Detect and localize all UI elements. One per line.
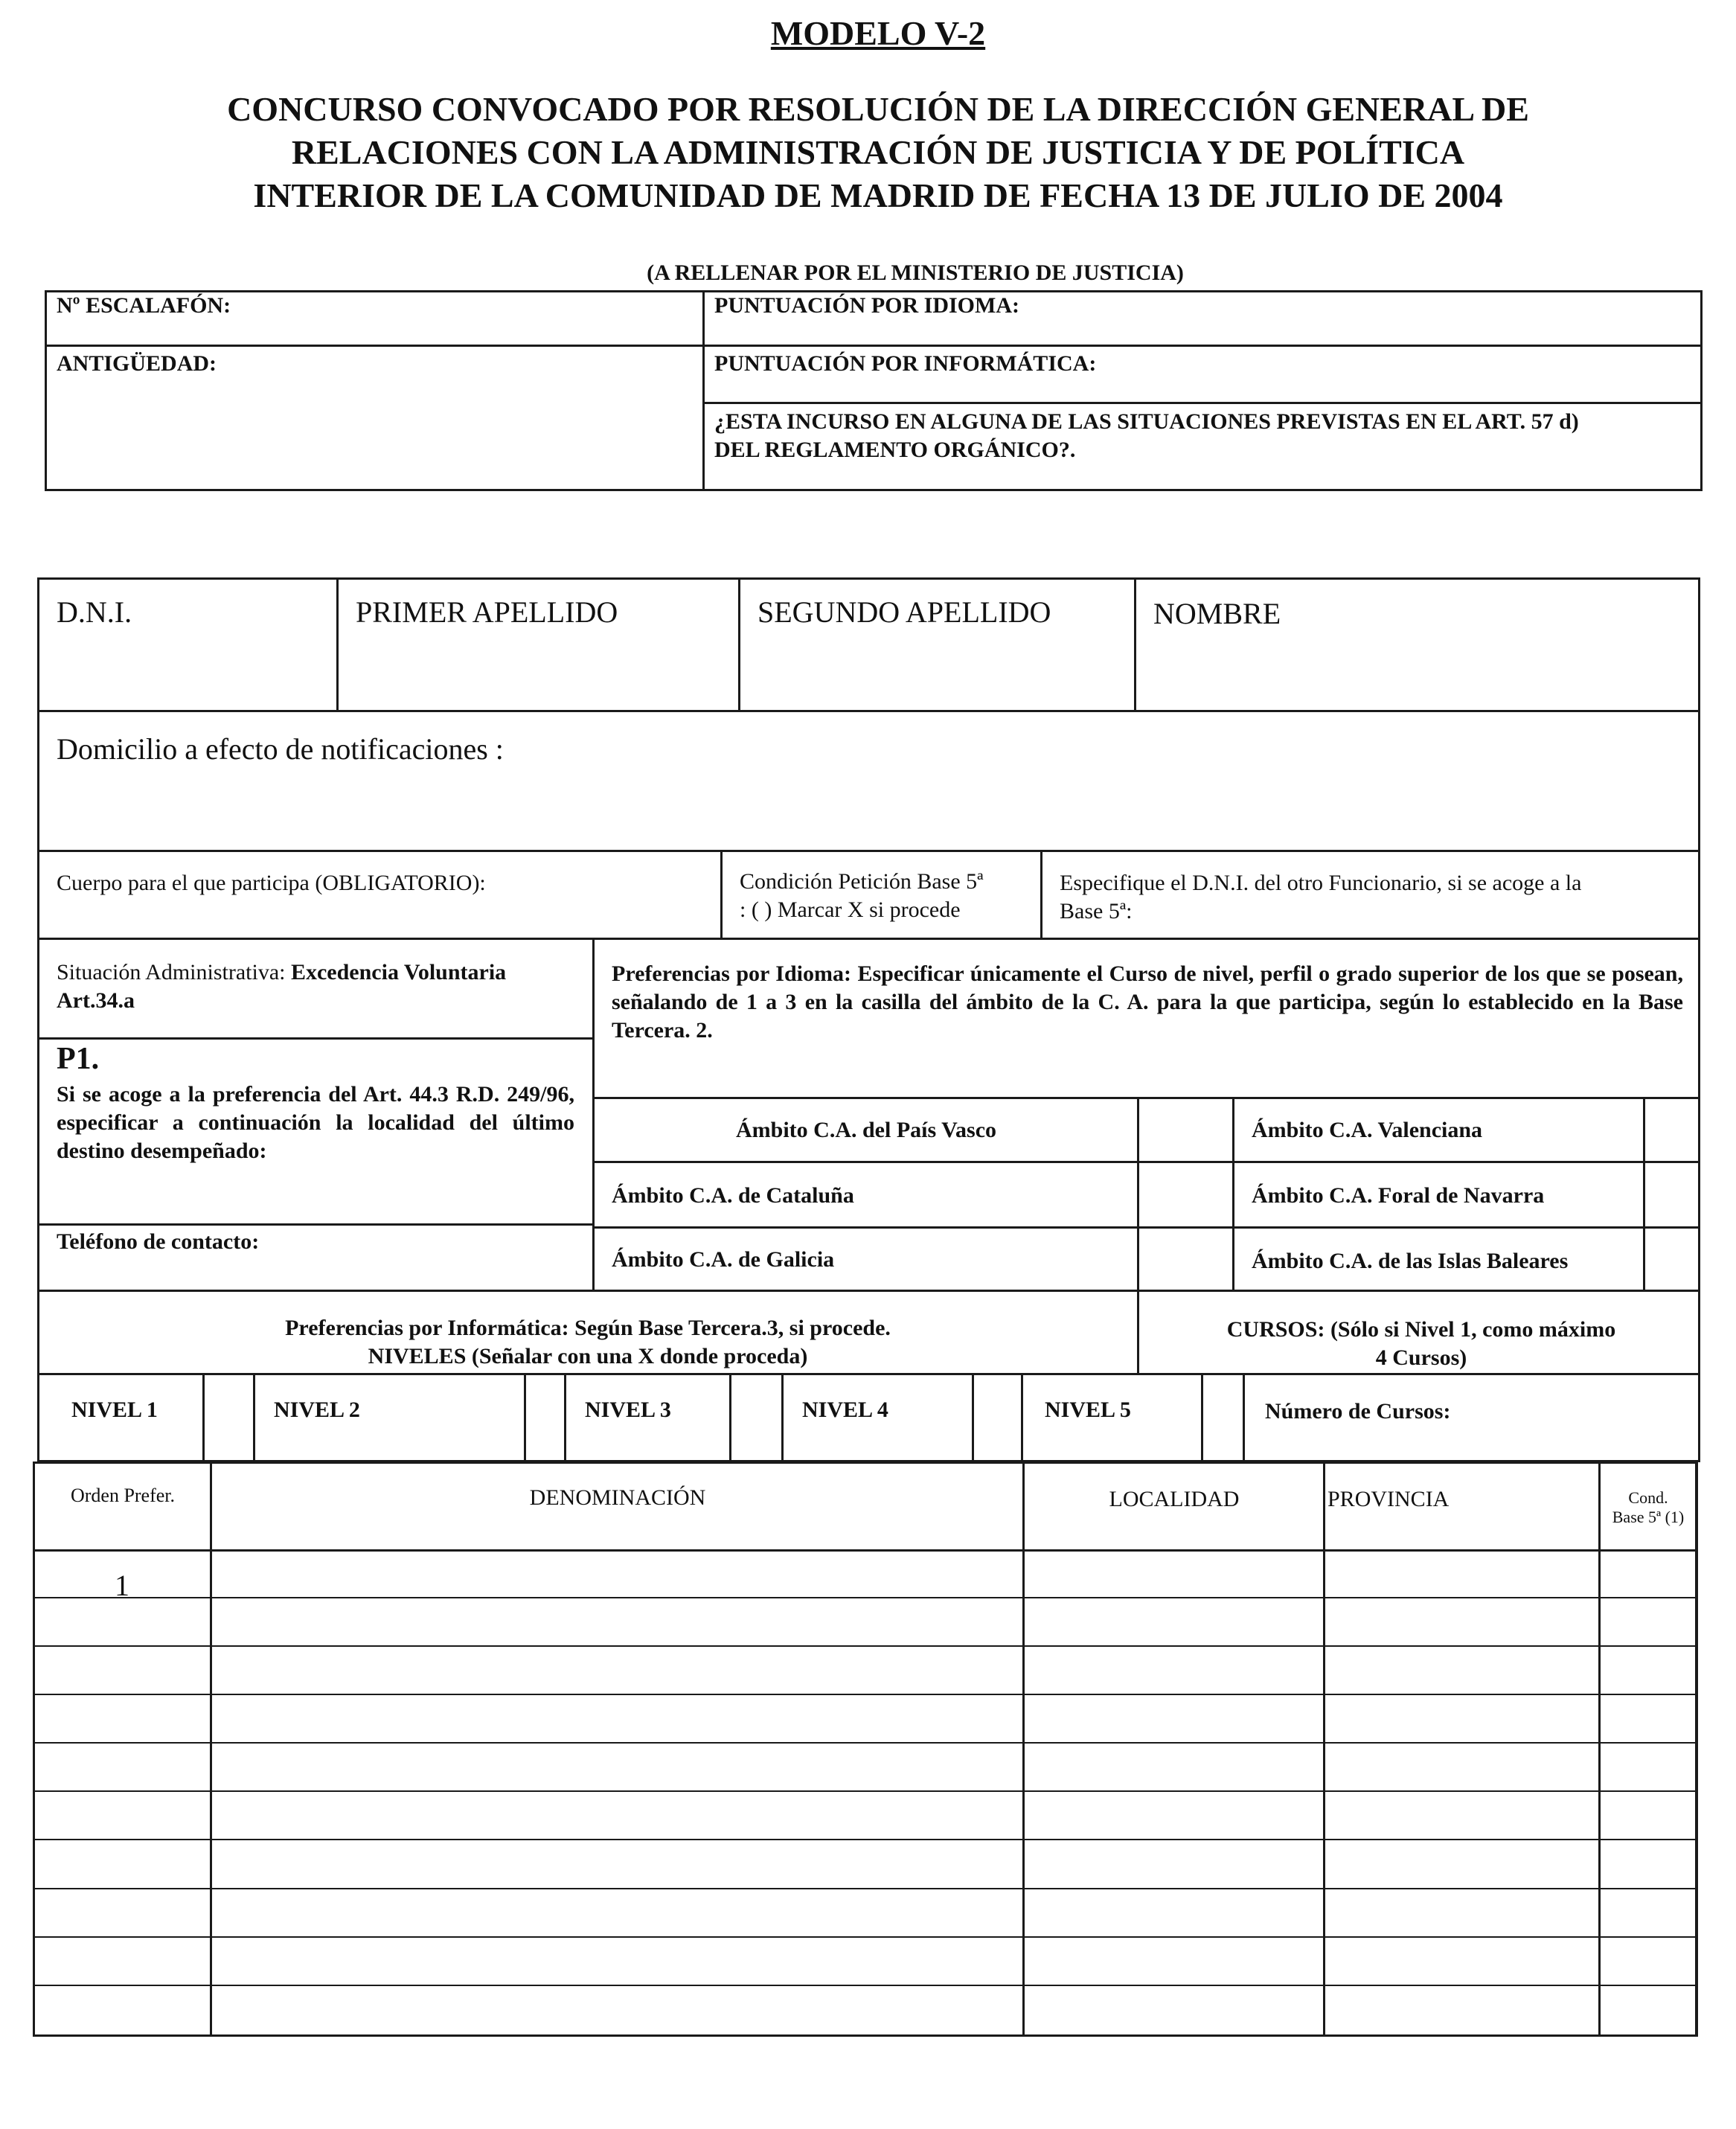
col-header-cond-1: Cond. [1628,1488,1668,1507]
nivel-3-box[interactable] [731,1377,781,1460]
nivel-1-box[interactable] [205,1377,253,1460]
cursos-line-1: CURSOS: (Sólo si Nivel 1, como máximo [1226,1317,1616,1342]
table-row[interactable] [35,1744,1695,1790]
nivel-2-box[interactable] [526,1377,564,1460]
nivel-3-label: NIVEL 3 [585,1398,671,1422]
table-row[interactable] [35,1695,1695,1742]
condicion-line-1: Condición Petición Base 5ª [740,869,984,894]
table-row[interactable] [35,1647,1695,1694]
condicion-line-2: : ( ) Marcar X si procede [740,897,961,922]
incurso-line-2: DEL REGLAMENTO ORGÁNICO?. [714,438,1076,462]
col-header-cond-2: Base 5ª (1) [1612,1508,1685,1526]
ambito-baleares-box[interactable] [1645,1229,1698,1290]
situacion-label: Situación Administrativa: [57,960,286,985]
nivel-2-label: NIVEL 2 [274,1398,360,1422]
table-row[interactable] [35,1552,1695,1597]
numero-cursos-field[interactable]: Número de Cursos: [1265,1399,1451,1424]
antiguedad-field[interactable]: ANTIGÜEDAD: [57,351,217,376]
especifique-line-2: Base 5ª: [1060,899,1133,923]
domicilio-field[interactable]: Domicilio a efecto de notificaciones : [57,732,504,766]
table-row[interactable] [35,1840,1695,1888]
informatica-line-2: NIVELES (Señalar con una X donde proceda) [368,1344,808,1368]
ambito-pais-vasco-box[interactable] [1139,1099,1232,1161]
escalafon-field[interactable]: Nº ESCALAFÓN: [57,293,231,318]
informatica-heading [45,1314,1131,1371]
condicion-peticion[interactable] [740,868,1037,924]
nivel-5-label: NIVEL 5 [1045,1398,1131,1422]
title-line-3: INTERIOR DE LA COMUNIDAD DE MADRID DE FECHA 13 DE JULIO DE 2004 [253,176,1503,214]
ministry-note: (A RELLENAR POR EL MINISTERIO DE JUSTICIA) [647,260,1184,285]
cuerpo-field[interactable]: Cuerpo para el que participa (OBLIGATORIO): [57,871,486,895]
ambito-valenciana: Ámbito C.A. Valenciana [1252,1118,1483,1142]
title-line-2: RELACIONES CON LA ADMINISTRACIÓN DE JUSTICIA Y DE POLÍTICA [291,133,1465,171]
col-header-denominacion: DENOMINACIÓN [529,1485,706,1510]
especifique-line-1: Especifique el D.N.I. del otro Funcionario, si se acoge a la [1060,871,1582,895]
puntuacion-informatica-field[interactable]: PUNTUACIÓN POR INFORMÁTICA: [714,351,1097,376]
ambito-baleares: Ámbito C.A. de las Islas Baleares [1252,1249,1569,1273]
ambito-valenciana-box[interactable] [1645,1099,1698,1161]
nombre-field[interactable]: NOMBRE [1153,597,1281,630]
dni-field[interactable]: D.N.I. [57,595,132,629]
table-row[interactable] [35,1889,1695,1936]
table-row[interactable] [35,1598,1695,1645]
ambito-cataluna: Ámbito C.A. de Cataluña [612,1183,854,1208]
nivel-4-box[interactable] [974,1377,1021,1460]
col-header-orden: Orden Prefer. [70,1485,176,1506]
title-line-1: CONCURSO CONVOCADO POR RESOLUCIÓN DE LA DIRECCIÓN GENERAL DE [227,90,1529,128]
situacion-administrativa [57,958,577,1015]
col-header-localidad: LOCALIDAD [1109,1487,1240,1511]
nivel-5-box[interactable] [1203,1377,1243,1460]
informatica-line-1: Preferencias por Informática: Según Base Tercera.3, si procede. [285,1316,891,1340]
segundo-apellido-field[interactable]: SEGUNDO APELLIDO [758,595,1051,629]
ambito-galicia: Ámbito C.A. de Galicia [612,1247,835,1272]
table-row-1-orden: 1 [115,1569,129,1602]
situacion-value-2: Art.34.a [57,988,135,1013]
telefono-field[interactable]: Teléfono de contacto: [57,1229,260,1254]
cursos-line-2: 4 Cursos) [1375,1345,1467,1370]
incurso-line-1: ¿ESTA INCURSO EN ALGUNA DE LAS SITUACIONES PREVISTAS EN EL ART. 57 d) [714,409,1579,434]
table-row[interactable] [35,1792,1695,1839]
ambito-cataluna-box[interactable] [1139,1163,1232,1226]
primer-apellido-field[interactable]: PRIMER APELLIDO [356,595,618,629]
table-row[interactable] [35,1938,1695,1985]
p1-text[interactable]: Si se acoge a la preferencia del Art. 44.3 R.D. 249/96, especificar a continuación la localidad del último destino desempeñado: [57,1082,574,1163]
ambito-pais-vasco: Ámbito C.A. del País Vasco [735,1118,997,1142]
puntuacion-idioma-field[interactable]: PUNTUACIÓN POR IDIOMA: [714,293,1019,318]
nivel-1-label: NIVEL 1 [71,1398,158,1422]
p1-heading: P1. [57,1042,100,1076]
ambito-galicia-box[interactable] [1139,1229,1232,1290]
table-row[interactable] [35,1986,1695,2034]
situacion-value: Excedencia Voluntaria [290,960,507,985]
col-header-provincia: PROVINCIA [1327,1487,1450,1511]
ambito-navarra: Ámbito C.A. Foral de Navarra [1252,1183,1545,1208]
form-model-title: MODELO V-2 [770,14,986,52]
nivel-4-label: NIVEL 4 [802,1398,888,1422]
col-header-cond [1601,1488,1695,1527]
ambito-navarra-box[interactable] [1645,1163,1698,1226]
especifique-dni[interactable] [1060,869,1692,926]
idioma-intro: Preferencias por Idioma: Especificar únicamente el Curso de nivel, perfil o grado superior de los que se posean, señalando de 1 a 3 en la casilla del ámbito de la C. A. para la que participa, según lo establecido en la Base Tercera. 2. [612,961,1683,1043]
incurso-question[interactable] [714,408,1697,464]
cursos-heading [1146,1316,1697,1372]
